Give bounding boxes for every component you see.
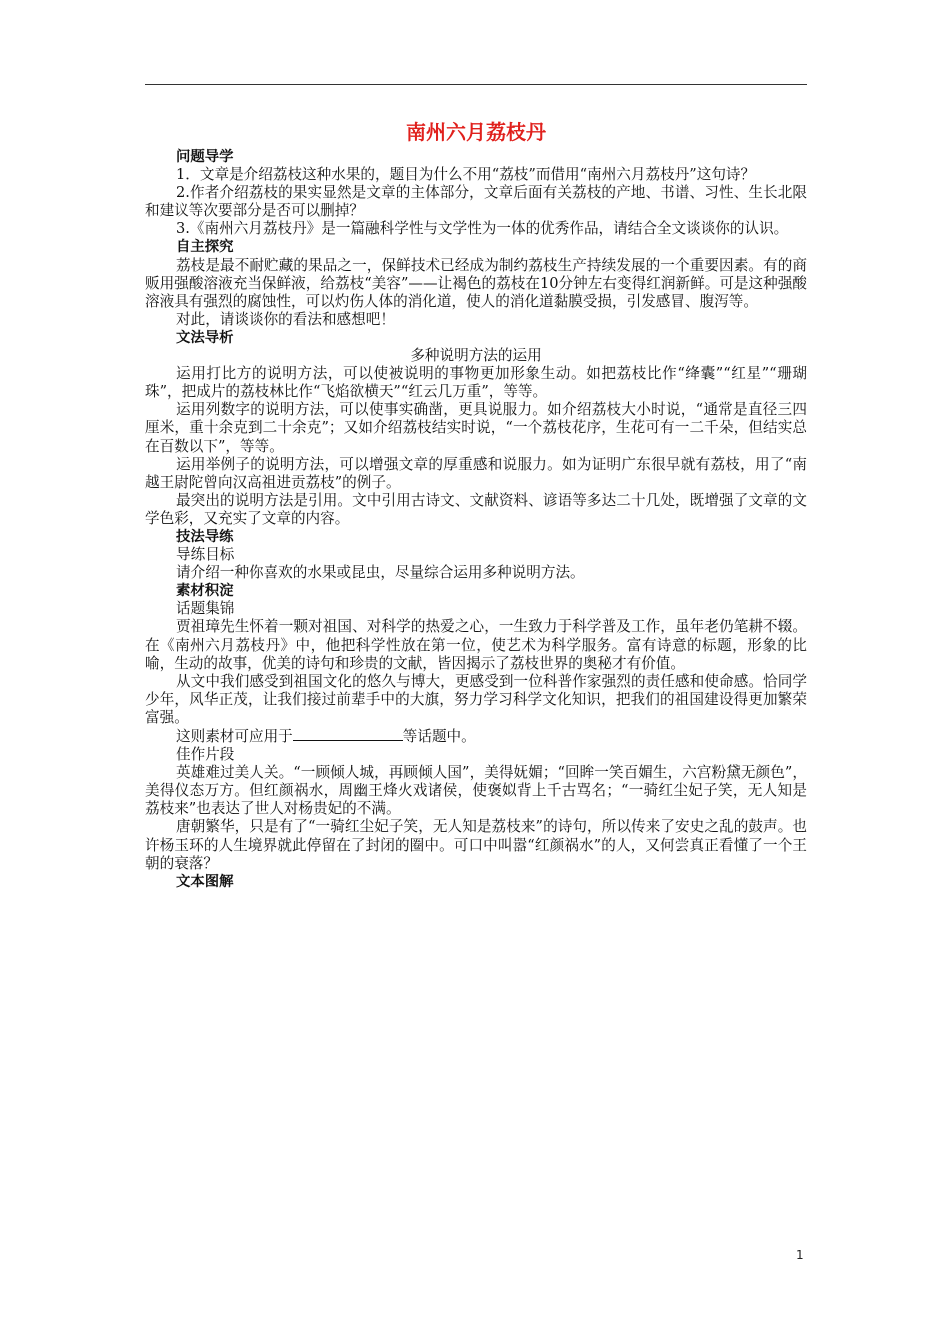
subsection-label: 导练目标 (176, 546, 235, 564)
paragraph: 从文中我们感受到祖国文化的悠久与博大，更感受到一位科普作家强烈的责任感和使命感。恰同学少年，风华正茂，让我们接过前辈手中的大旗，努力学习科学文化知识，把我们的祖国建设得更加繁荣富强。 (145, 672, 807, 726)
paragraph: 运用打比方的说明方法，可以使被说明的事物更加形象生动。如把荔枝比作“绛囊”“红星”“珊瑚珠”，把成片的荔枝林比作“飞焰欲横天”“红云几万重”，等等。 (145, 365, 807, 401)
question-3: 3.《南州六月荔枝丹》是一篇融科学性与文学性为一体的优秀作品，请结合全文谈谈你的认识。 (176, 220, 789, 238)
question-1: 1．文章是介绍荔枝这种水果的，题目为什么不用“荔枝”而借用“南州六月荔枝丹”这句诗？ (176, 166, 756, 184)
section-heading-zizhu: 自主探究 (176, 239, 234, 256)
section-heading-jifa: 技法导练 (176, 528, 234, 545)
page-number: 1 (796, 1248, 804, 1262)
paragraph: 英雄难过美人关。“一顾倾人城，再顾倾人国”，美得妩媚；“回眸一笑百媚生，六宫粉黛无颜色”，美得仪态万方。但红颜祸水，周幽王烽火戏诸侯，使褒姒背上千古骂名；“一骑红尘妃子笑，无人知是荔枝来”也表达了世人对杨贵妃的不满。 (145, 764, 807, 818)
paragraph: 最突出的说明方法是引用。文中引用古诗文、文献资料、谚语等多达二十几处，既增强了文章的文学色彩，又充实了文章的内容。 (145, 491, 807, 527)
paragraph: 唐朝繁华，只是有了“一骑红尘妃子笑，无人知是荔枝来”的诗句，所以传来了安史之乱的鼓声。也许杨玉环的人生境界就此停留在了封闭的圈中。可口中叫嚣“红颜祸水”的人，又何尝真正看懂了一个王朝的衰落？ (145, 818, 807, 872)
section-heading-wenben: 文本图解 (176, 873, 234, 890)
apply-prefix: 这则素材可应用于 (176, 728, 293, 745)
fill-blank[interactable] (293, 727, 403, 741)
header-rule (145, 84, 807, 85)
subsection-label: 话题集锦 (176, 600, 235, 618)
section-heading-sucai: 素材积淀 (176, 583, 234, 600)
paragraph: 对此，请谈谈你的看法和感想吧！ (176, 310, 395, 328)
document-title: 南州六月荔枝丹 (406, 120, 546, 144)
subsection-title: 多种说明方法的运用 (410, 347, 542, 365)
paragraph: 运用举例子的说明方法，可以增强文章的厚重感和说服力。如为证明广东很早就有荔枝，用了“南越王尉陀曾向汉高祖进贡荔枝”的例子。 (145, 455, 807, 491)
paragraph: 荔枝是最不耐贮藏的果品之一，保鲜技术已经成为制约荔枝生产持续发展的一个重要因素。有的商贩用强酸溶液充当保鲜液，给荔枝“美容”——让褐色的荔枝在10分钟左右变得红润新鲜。可是这种强酸溶液具有强烈的腐蚀性，可以灼伤人体的消化道，使人的消化道黏膜受损，引发感冒、腹泻等。 (145, 256, 807, 310)
section-heading-wenti: 问题导学 (176, 149, 234, 165)
paragraph: 贾祖璋先生怀着一颗对祖国、对科学的热爱之心，一生致力于科学普及工作，虽年老仍笔耕不辍。在《南州六月荔枝丹》中，他把科学性放在第一位，使艺术为科学服务。富有诗意的标题，形象的比喻，生动的故事，优美的诗句和珍贵的文献，皆因揭示了荔枝世界的奥秘才有价值。 (145, 618, 807, 672)
document-body (145, 118, 807, 891)
apply-suffix: 等话题中。 (402, 728, 476, 745)
section-heading-wenfa: 文法导析 (176, 329, 234, 346)
paragraph: 运用列数字的说明方法，可以使事实确凿，更具说服力。如介绍荔枝大小时说，“通常是直径三四厘米，重十余克到二十余克”；又如介绍荔枝结实时说，“一个荔枝花序，生花可有一二千朵，但结实总在百数以下”，等等。 (145, 401, 807, 455)
paragraph: 请介绍一种你喜欢的水果或昆虫，尽量综合运用多种说明方法。 (176, 564, 585, 582)
apply-line (145, 727, 807, 746)
question-2: 2.作者介绍荔枝的果实显然是文章的主体部分，文章后面有关荔枝的产地、书谱、习性、生长北限和建议等次要部分是否可以删掉？ (145, 184, 807, 220)
subsection-label: 佳作片段 (176, 746, 235, 764)
